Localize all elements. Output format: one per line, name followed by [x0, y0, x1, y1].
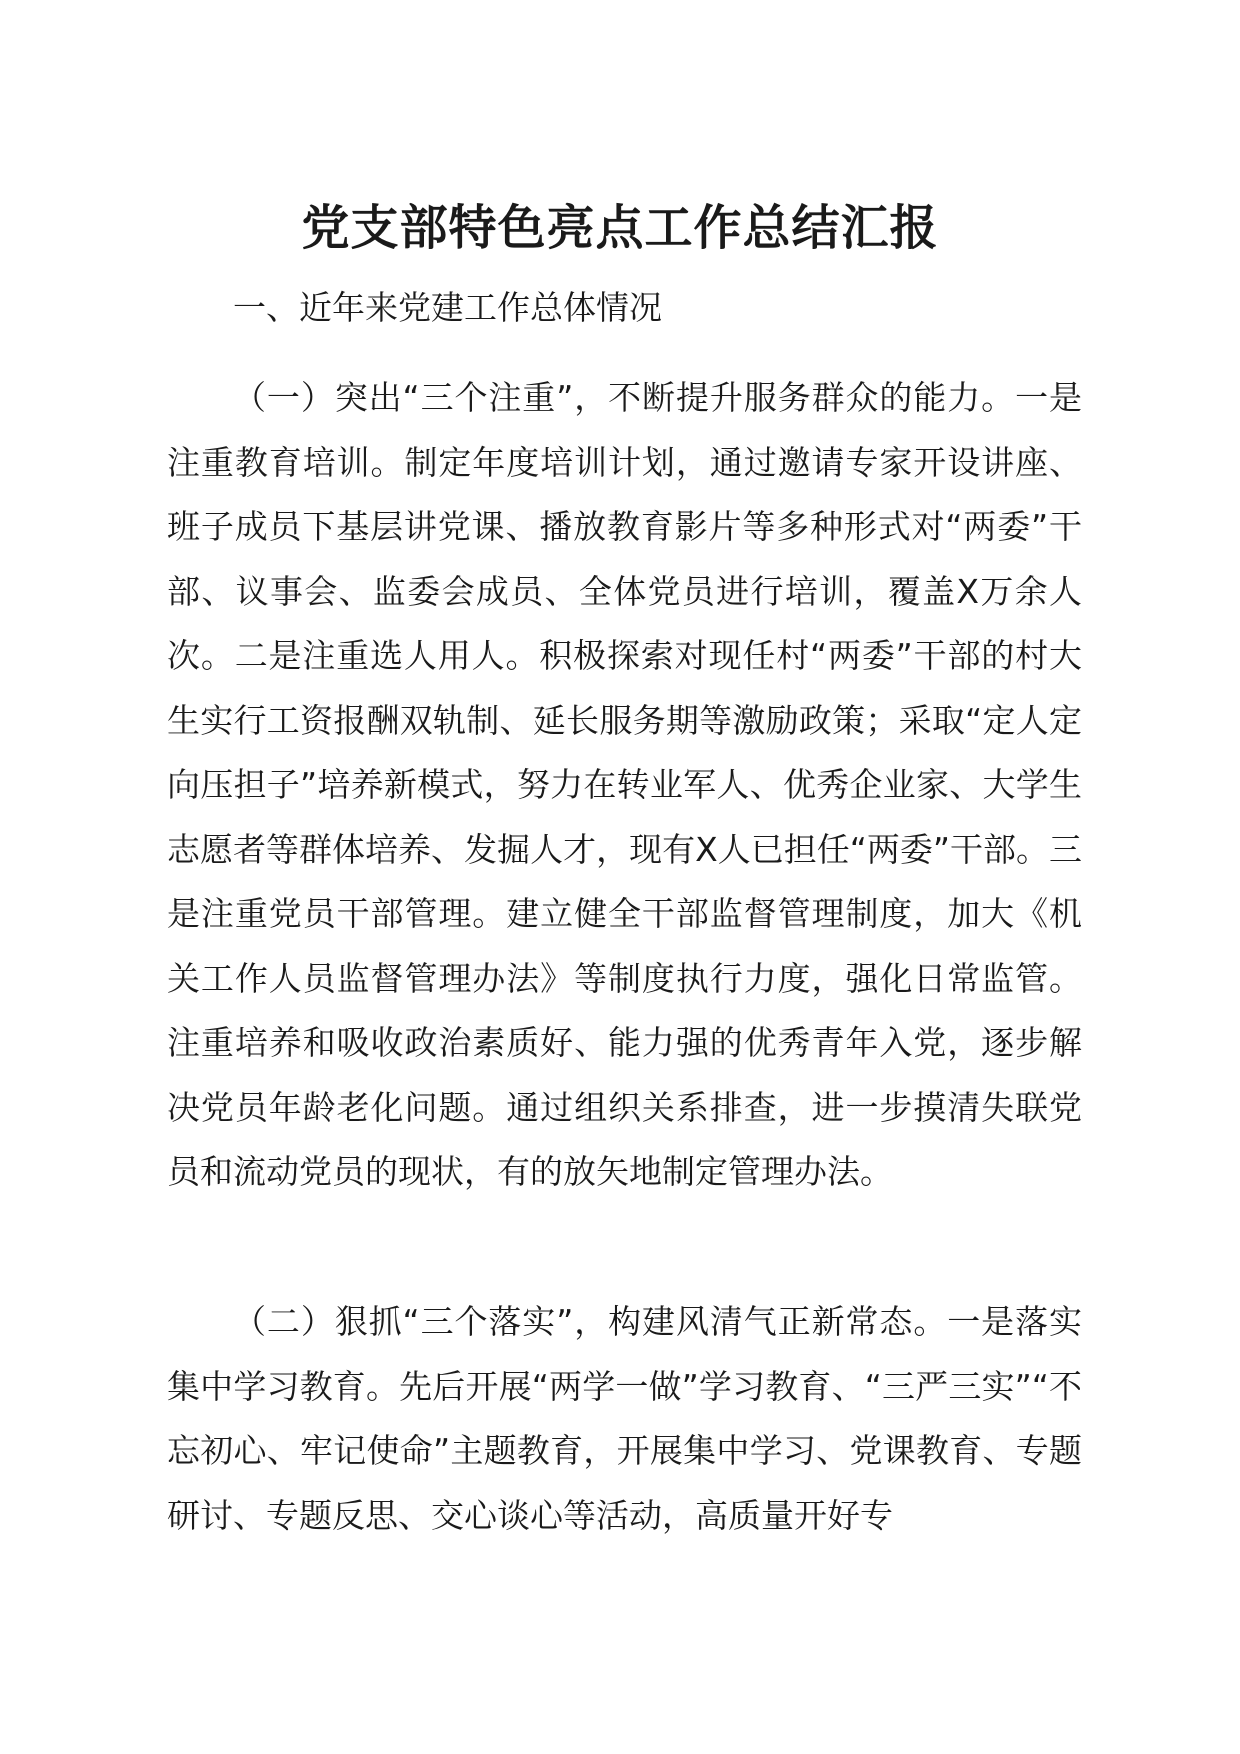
paragraph: （二）狠抓“三个落实”，构建风清气正新常态。一是落实集中学习教育。先后开展“两学一做”学习教育、“三严三实”“不忘初心、牢记使命”主题教育，开展集中学习、党课教育、专题研讨、专题反思、交心谈心等活动，高质量开好专 [167, 1302, 1082, 1535]
section-heading: 一、近年来党建工作总体情况 [233, 288, 662, 327]
document-title: 党支部特色亮点工作总结汇报 [301, 200, 939, 256]
paragraph: （一）突出“三个注重”，不断提升服务群众的能力。一是注重教育培训。制定年度培训计划，通过邀请专家开设讲座、班子成员下基层讲党课、播放教育影片等多种形式对“两委”干部、议事会、监委会成员、全体党员进行培训，覆盖X万余人次。二是注重选人用人。积极探索对现任村“两委”干部的村大生实行工资报酬双轨制、延长服务期等激励政策；采取“定人定向压担子”培养新模式，努力在转业军人、优秀企业家、大学生志愿者等群体培养、发掘人才，现有X人已担任“两委”干部。三是注重党员干部管理。建立健全干部监督管理制度，加大《机关工作人员监督管理办法》等制度执行力度，强化日常监管。注重培养和吸收政治素质好、能力强的优秀青年入党，逐步解决党员年龄老化问题。通过组织关系排查，进一步摸清失联党员和流动党员的现状，有的放矢地制定管理办法。 [167, 378, 1082, 1191]
